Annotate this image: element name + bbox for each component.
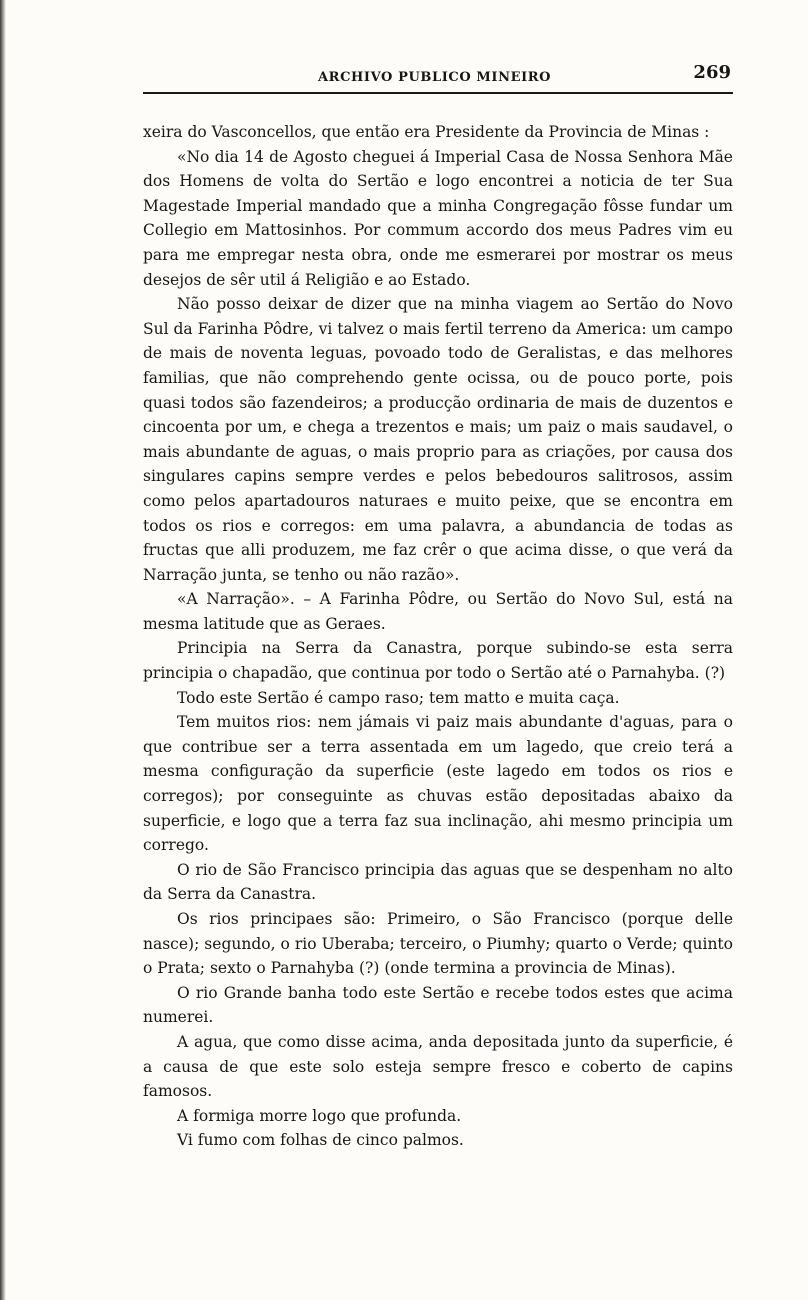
paragraph: xeira do Vasconcellos, que então era Presidente da Provincia de Minas :	[143, 123, 710, 141]
body-text	[143, 120, 733, 1153]
paragraph: A agua, que como disse acima, anda depositada junto da superficie, é a causa de que este solo esteja sempre fresco e coberto de capins famosos.	[143, 1032, 733, 1101]
paragraph: O rio de São Francisco principia das aguas que se despenham no alto da Serra da Canastra.	[143, 860, 733, 904]
paragraph: Tem muitos rios: nem jámais vi paiz mais abundante d'aguas, para o que contribue ser a terra assentada em um lagedo, que creio terá a mesma configuração da superficie (este lagedo em todos os rios e corregos); por conseguinte as chuvas estão depositadas abaixo da superficie, e logo que a terra faz sua inclinação, ahi mesmo principia um corrego.	[143, 713, 733, 855]
paragraph: A formiga morre logo que profunda.	[177, 1106, 462, 1125]
paragraph: Principia na Serra da Canastra, porque subindo-se esta serra principia o chapadão, que continua por todo o Sertão até o Parnahyba. (?)	[143, 639, 733, 683]
running-header-title: ARCHIVO PUBLICO MINEIRO	[318, 70, 552, 85]
paragraph: Vi fumo com folhas de cinco palmos.	[177, 1131, 464, 1150]
page-number: 269	[693, 62, 731, 83]
paragraph: «A Narração». – A Farinha Pôdre, ou Sertão do Novo Sul, está na mesma latitude que as Geraes.	[143, 590, 733, 633]
paragraph: Os rios principaes são: Primeiro, o São Francisco (porque delle nasce); segundo, o rio Uberaba; terceiro, o Piumhy; quarto o Verde; quinto o Prata; sexto o Parnahyba (?) (onde termina a provincia de Minas).	[143, 910, 733, 978]
paragraph: «No dia 14 de Agosto cheguei á Imperial Casa de Nossa Senhora Mãe dos Homens de volta do Sertão e logo encontrei a noticia de ter Sua Magestade Imperial mandado que a minha Congregação fôsse fundar um Collegio em Mattosinhos. Por commum accordo dos meus Padres vim eu para me empregar nesta obra, onde me esmerarei por mostrar os meus desejos de sêr util á Religião e ao Estado.	[143, 147, 733, 289]
document-page	[143, 58, 733, 1153]
page-edge-shadow	[0, 0, 6, 1300]
paragraph: Não posso deixar de dizer que na minha viagem ao Sertão do Novo Sul da Farinha Pôdre, vi talvez o mais fertil terreno da America: um campo de mais de noventa leguas, povoado todo de Geralistas, e das melhores familias, que não comprehendo gente ocissa, ou de pouco porte, pois quasi todos são fazendeiros; a producção ordinaria de mais de duzentos e cincoenta por um, e chega a trezentos e mais; um paiz o mais saudavel, o mais abundante de aguas, o mais proprio para as criações, por causa dos singulares capins sempre verdes e pelos bebedouros salitrosos, assim como pelos apartadouros naturaes e muito peixe, que se encontra em todos os rios e corregos: em uma palavra, a abundancia de todas as fructas que alli produzem, me faz crêr o que acima disse, o que verá da Narração junta, se tenho ou não razão».	[143, 295, 733, 584]
running-header	[143, 58, 733, 94]
paragraph: O rio Grande banha todo este Sertão e recebe todos estes que acima numerei.	[143, 983, 733, 1027]
paragraph: Todo este Sertão é campo raso; tem matto e muita caça.	[177, 688, 620, 707]
